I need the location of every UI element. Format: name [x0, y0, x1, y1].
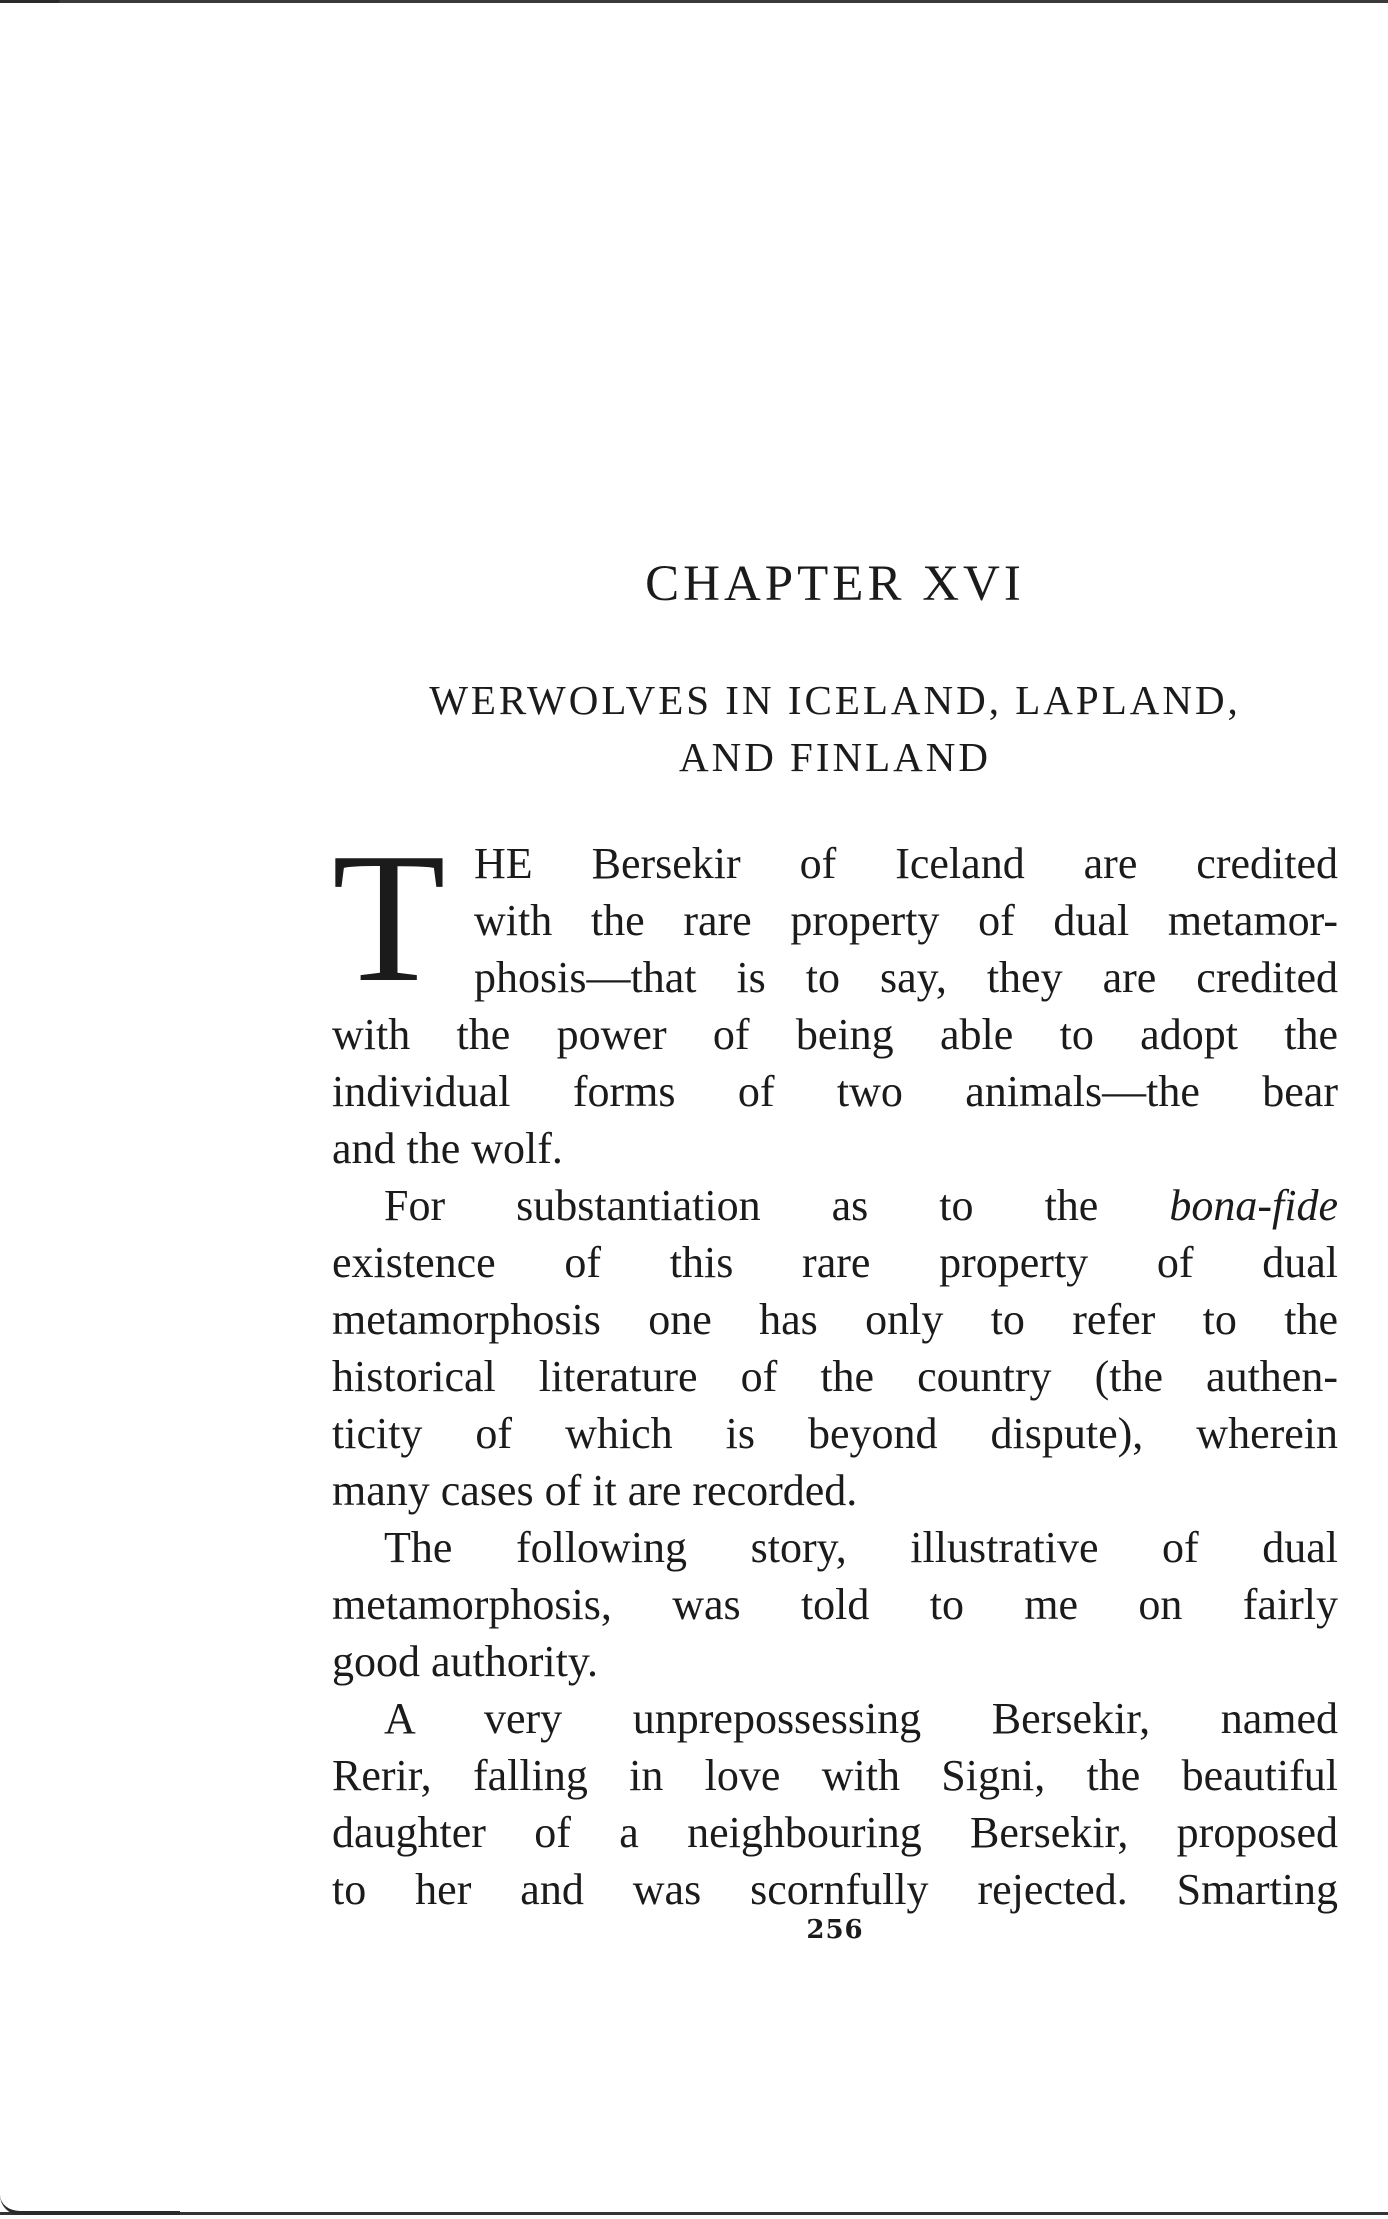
italic-phrase: bona-fide [1169, 1181, 1338, 1230]
text-line: metamorphosis, was told to me on fairly [332, 1580, 1338, 1629]
text-line: many cases of it are recorded. [332, 1466, 858, 1515]
chapter-title-line: WERWOLVES IN ICELAND, LAPLAND, [429, 677, 1241, 723]
chapter-heading: CHAPTER XVI [645, 556, 1025, 612]
text-line: and the wolf. [332, 1124, 563, 1173]
text-line: HE Bersekir of Iceland are credited [474, 839, 1338, 888]
page-number: 256 [806, 1915, 864, 1945]
scan-edge-top [0, 0, 1388, 3]
text-line: individual forms of two animals—the bear [332, 1067, 1338, 1116]
chapter-title [332, 672, 1338, 786]
text-line: daughter of a neighbouring Bersekir, proposed [332, 1808, 1338, 1857]
text-line: with the power of being able to adopt the [332, 1010, 1338, 1059]
drop-cap: T [332, 815, 446, 1021]
text-line: historical literature of the country (the authen- [332, 1352, 1338, 1401]
text-line: The following story, illustrative of dual [384, 1523, 1338, 1572]
chapter-title-line: AND FINLAND [678, 734, 991, 780]
scan-edge-corner-bottom [0, 2195, 180, 2215]
text-line: good authority. [332, 1637, 598, 1686]
text-line: For substantiation as to the bona-fide [384, 1181, 1338, 1230]
text-line: metamorphosis one has only to refer to the [332, 1295, 1338, 1344]
text-line: with the rare property of dual metamor- [474, 896, 1338, 945]
scan-edge-corner-top [0, 0, 60, 15]
text-line: ticity of which is beyond dispute), wherein [332, 1409, 1338, 1458]
text-line: Rerir, falling in love with Signi, the beautiful [332, 1751, 1338, 1800]
scan-edge-bottom [0, 2212, 1388, 2215]
text-line: phosis—that is to say, they are credited [474, 953, 1338, 1002]
body-text [332, 815, 1338, 1918]
text-line: to her and was scornfully rejected. Smarting [332, 1865, 1338, 1914]
text-line: A very unprepossessing Bersekir, named [384, 1694, 1338, 1743]
text-line: existence of this rare property of dual [332, 1238, 1338, 1287]
